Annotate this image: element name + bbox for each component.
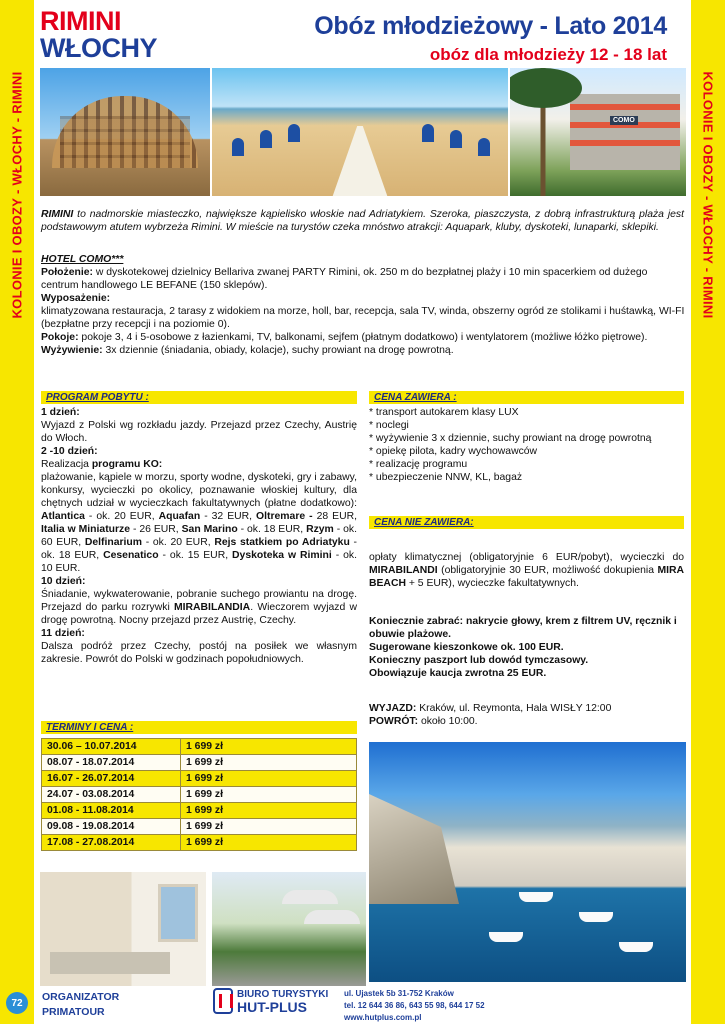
rooms-text: pokoje 3, 4 i 5-osobowe z łazienkami, TV, balkonami, sejfem (płatnym dodatkowo) i wentylatorem (możliwe łóżko piętrowe).	[78, 332, 648, 343]
cliff-shape	[369, 794, 459, 904]
price-excludes-section	[369, 551, 684, 590]
parasol-icon	[282, 890, 338, 904]
hotel-rooms	[41, 331, 686, 344]
date-cell: 30.06 – 10.07.2014	[42, 739, 181, 755]
room-photo	[40, 872, 206, 986]
day2-program-name: programu KO:	[91, 459, 163, 470]
boat-icon	[579, 912, 613, 922]
price-includes-list	[369, 406, 684, 484]
rooms-label: Pokoje:	[41, 332, 79, 343]
date-cell: 24.07 - 03.08.2014	[42, 787, 181, 803]
palm-tree	[518, 68, 568, 196]
day1-text: Wyjazd z Polski wg rozkładu jazdy. Przejazd przez Czechy, Austrię do Włoch.	[41, 420, 357, 444]
destination-brand	[40, 8, 157, 62]
day10-label: 10 dzień:	[41, 576, 86, 587]
logo-line2: HUT-PLUS	[237, 999, 307, 1015]
date-cell: 08.07 - 18.07.2014	[42, 755, 181, 771]
left-sidebar	[0, 0, 34, 1024]
excursion-price: - ok. 60 EUR,	[41, 524, 357, 548]
website-link[interactable]: www.hutplus.com.pl	[344, 1013, 422, 1022]
umbrella-icon	[288, 124, 300, 142]
excursion-name: Italia w Miniaturze	[41, 524, 131, 535]
beach-photo	[212, 68, 508, 196]
table-row	[42, 739, 357, 755]
hotel-title: HOTEL COMO***	[41, 254, 124, 265]
hutplus-logo-icon	[213, 988, 233, 1014]
bring-line: Koniecznie zabrać: nakrycie głowy, krem z filtrem UV, ręcznik i obuwie plażowe.	[369, 616, 677, 640]
harbor-photo	[369, 742, 686, 982]
dates-table	[41, 738, 357, 851]
hotel-section	[41, 253, 686, 357]
logo-text	[237, 988, 328, 1014]
date-cell: 17.08 - 27.08.2014	[42, 835, 181, 851]
departure-section	[369, 702, 684, 728]
hotel-meals	[41, 344, 686, 357]
excursion-price: - ok. 20 EUR,	[142, 537, 215, 548]
page-number: 72	[6, 992, 28, 1014]
right-sidebar-text: KOLONIE I OBOZY - WŁOCHY - RIMINI	[700, 71, 716, 319]
return-label: POWRÓT:	[369, 716, 419, 727]
excursion-price: - ok. 15 EUR,	[158, 550, 233, 561]
bring-line: Sugerowane kieszonkowe ok. 100 EUR.	[369, 642, 564, 653]
excursion-name: San Marino	[181, 524, 238, 535]
page-title: Obóz młodzieżowy - Lato 2014	[314, 12, 667, 40]
table-row	[42, 803, 357, 819]
excursion-name: Rzym	[306, 524, 334, 535]
table-row	[42, 755, 357, 771]
day2-text	[41, 471, 357, 575]
day2-activities: plażowanie, kąpiele w morzu, sporty wodne, dyskoteki, gry i zabawy, konkursy, wycieczki po okolicy, poznawanie włoskiej kultury, dla chętnych udział w wycieczkach fakultatywnych (płatne dodatkowo):	[41, 472, 357, 509]
excursion-name: Cesenatico	[103, 550, 159, 561]
price-excludes-header: CENA NIE ZAWIERA:	[369, 516, 684, 529]
price-cell: 1 699 zł	[181, 819, 357, 835]
equipment-label: Wyposażenie:	[41, 293, 111, 304]
excursion-name: Delfinarium	[84, 537, 142, 548]
brand-city: RIMINI	[40, 6, 121, 36]
day10-text-part: . Wieczorem wyjazd w drogę powrotną. Nocny przejazd przez Austrię, Czechy.	[41, 602, 357, 626]
day11-label: 11 dzień:	[41, 628, 85, 639]
return-text: około 10:00.	[418, 716, 478, 727]
right-sidebar	[691, 0, 725, 1024]
day2-label: 2 -10 dzień:	[41, 446, 98, 457]
excursion-name: Dyskoteka w Rimini	[232, 550, 332, 561]
bring-line: Obowiązuje kaucja zwrotna 25 EUR.	[369, 668, 547, 679]
list-item: * wyżywienie 3 x dziennie, suchy prowiant na drogę powrotną	[369, 433, 652, 444]
day11-text: Dalsza podróż przez Czechy, postój na posiłek we własnym zakresie. Powrót do Polski w godzinach popołudniowych.	[41, 641, 357, 665]
hutplus-logo	[213, 988, 328, 1014]
table-row	[42, 819, 357, 835]
hotel-location	[41, 266, 686, 292]
price-includes-header: CENA ZAWIERA :	[369, 391, 684, 404]
dates-header: TERMINY I CENA :	[41, 721, 357, 734]
contact-block	[344, 988, 485, 1024]
date-cell: 16.07 - 26.07.2014	[42, 771, 181, 787]
beach-pathway	[332, 126, 388, 196]
date-cell: 09.08 - 19.08.2014	[42, 819, 181, 835]
excursion-name: Atlantica	[41, 511, 85, 522]
room-window	[158, 884, 198, 942]
location-label: Położenie:	[41, 267, 93, 278]
excludes-beach: MIRA BEACH	[369, 565, 684, 589]
organizer-name: PRIMATOUR	[42, 1006, 105, 1018]
hotel-photo	[510, 68, 686, 196]
intro-text: to nadmorskie miasteczko, największe kąpielisko włoskie nad Adriatykiem. Szeroka, piaszczysta, z dobrą infrastrukturą plaża jest podstawowym atutem wybrzeża Rimini. W mieście na turystów czeka mnóstwo atrakcji: Aquapark, kluby, dyskoteki, lunaparki, sklepiki.	[41, 209, 684, 233]
brand-country: WŁOCHY	[40, 33, 157, 63]
program-header: PROGRAM POBYTU :	[41, 391, 357, 404]
day2-intro	[41, 458, 357, 471]
meals-text: 3x dziennie (śniadania, obiady, kolacje), suchy prowiant na drogę powrotną.	[102, 345, 454, 356]
program-section	[41, 406, 357, 666]
umbrella-icon	[260, 130, 272, 148]
excludes-text: + 5 EUR), wycieczke fakultatywnych.	[405, 578, 579, 589]
return-line	[369, 715, 684, 728]
list-item: * transport autokarem klasy LUX	[369, 407, 519, 418]
excludes-text: opłaty klimatycznej (obligatoryjnie 6 EUR/pobyt), wycieczki do	[369, 552, 684, 563]
day10-text-part: Śniadanie, wykwaterowanie, pobranie suchego prowiantu na drogę. Przejazd do parku rozrywki	[41, 589, 357, 613]
phones: tel. 12 644 36 86, 643 55 98, 644 17 52	[344, 1001, 485, 1010]
price-includes-section	[369, 406, 684, 484]
umbrella-icon	[422, 124, 434, 142]
colosseum-arches	[60, 116, 190, 168]
page-subtitle: obóz dla młodzieży 12 - 18 lat	[429, 45, 667, 64]
hotel-building	[570, 94, 680, 170]
date-cell: 01.08 - 11.08.2014	[42, 803, 181, 819]
location-text: w dyskotekowej dzielnicy Bellariva zwanej PARTY Rimini, ok. 250 m do bezpłatnej plaży i 10 min spacerkiem od dużego centrum handlowego LE BEFANE (150 sklepów).	[41, 267, 648, 291]
umbrella-icon	[478, 138, 490, 156]
list-item: * opiekę pilota, kadry wychowawców	[369, 446, 538, 457]
umbrella-icon	[450, 130, 462, 148]
list-item: * ubezpieczenie NNW, KL, bagaż	[369, 472, 523, 483]
room-bed	[50, 952, 170, 974]
equipment-text: klimatyzowana restauracja, 2 tarasy z widokiem na morze, holl, bar, recepcja, sala TV, winda, obszerny ogród ze stolikami i huśtawką, WI-FI (bezpłatne przy recepcji i na poziomie 0).	[41, 306, 685, 330]
day1-label: 1 dzień:	[41, 407, 80, 418]
departure-line	[369, 702, 684, 715]
parasol-icon	[304, 910, 360, 924]
price-cell: 1 699 zł	[181, 771, 357, 787]
excursion-price: 28 EUR,	[312, 511, 357, 522]
intro-lead: RIMINI	[41, 209, 74, 220]
boat-icon	[519, 892, 553, 902]
excursion-price: - ok. 20 EUR,	[84, 511, 159, 522]
left-sidebar-text: KOLONIE I OBOZY - WŁOCHY - RIMINI	[9, 71, 25, 319]
bring-line: Konieczny paszport lub dowód tymczasowy.	[369, 655, 589, 666]
list-item: * noclegi	[369, 420, 409, 431]
table-row	[42, 771, 357, 787]
excursion-price: - 32 EUR,	[200, 511, 257, 522]
list-item: * realizację programu	[369, 459, 468, 470]
excursion-name: Rejs statkiem po Adriatyku	[214, 537, 350, 548]
intro-paragraph	[41, 208, 684, 234]
departure-label: WYJAZD:	[369, 703, 417, 714]
hotel-equipment	[41, 292, 686, 331]
park-name: MIRABILANDIA	[174, 602, 251, 613]
excludes-park: MIRABILANDI	[369, 565, 438, 576]
organizer-block	[42, 990, 119, 1020]
colosseum-photo	[40, 68, 210, 196]
excursion-price: - 26 EUR,	[130, 524, 182, 535]
excursion-price: - ok. 18 EUR,	[237, 524, 307, 535]
umbrella-icon	[232, 138, 244, 156]
page-heading	[314, 12, 667, 65]
meals-label: Wyżywienie:	[41, 345, 103, 356]
excludes-text: (obligatoryjnie 30 EUR, możliwość dokupienia	[437, 565, 658, 576]
price-cell: 1 699 zł	[181, 739, 357, 755]
excursion-name: Oltremare -	[256, 511, 313, 522]
price-cell: 1 699 zł	[181, 755, 357, 771]
address: ul. Ujastek 5b 31-752 Kraków	[344, 989, 454, 998]
organizer-label: ORGANIZATOR	[42, 991, 120, 1003]
excursion-price: - ok. 18 EUR,	[41, 537, 358, 561]
boat-icon	[619, 942, 653, 952]
table-row	[42, 787, 357, 803]
day10-text	[41, 588, 357, 627]
price-cell: 1 699 zł	[181, 787, 357, 803]
boat-icon	[489, 932, 523, 942]
logo-line1: BIURO TURYSTYKI	[237, 989, 329, 1000]
excursion-price: - ok. 10 EUR.	[41, 550, 358, 574]
price-cell: 1 699 zł	[181, 803, 357, 819]
table-row	[42, 835, 357, 851]
terrace-photo	[212, 872, 366, 986]
hotel-sign: COMO	[610, 116, 638, 125]
what-to-bring-section	[369, 615, 684, 680]
day2-intro-text: Realizacja	[41, 459, 92, 470]
excursion-name: Aquafan	[158, 511, 201, 522]
price-cell: 1 699 zł	[181, 835, 357, 851]
departure-text: Kraków, ul. Reymonta, Hala WISŁY 12:00	[416, 703, 612, 714]
